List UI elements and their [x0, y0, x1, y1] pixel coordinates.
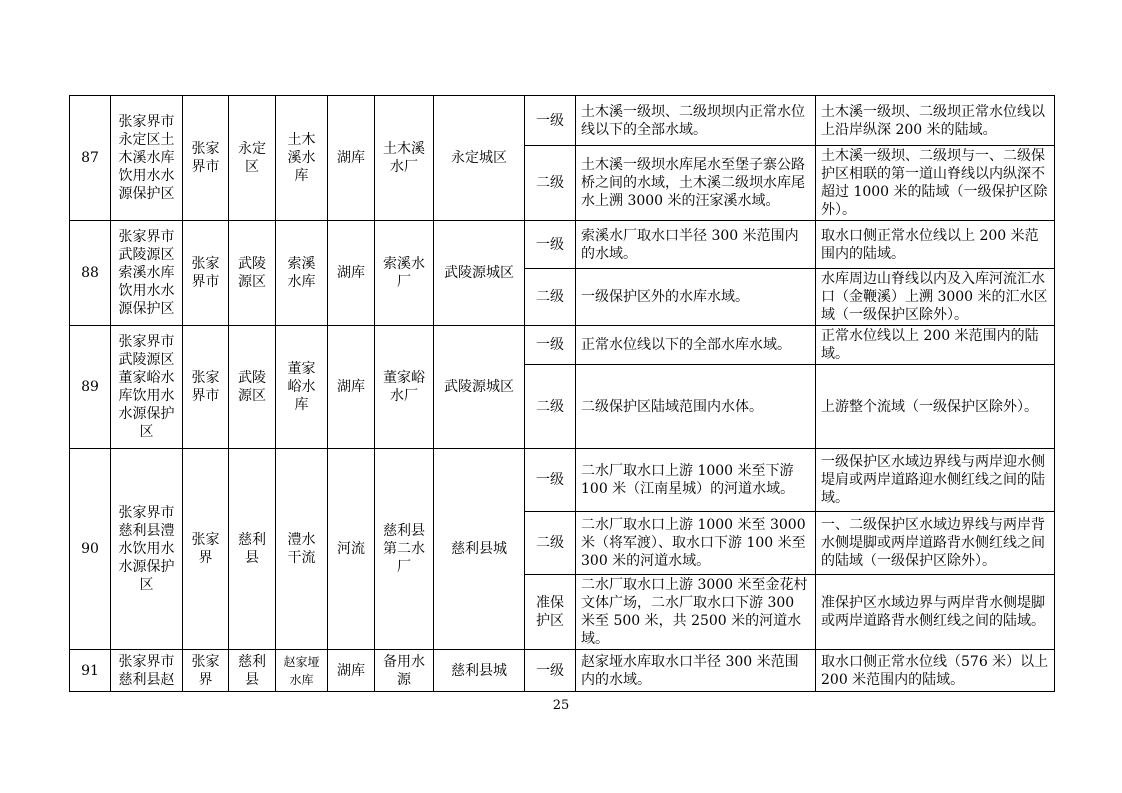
zone-level-cell: 二级	[525, 146, 576, 221]
water-range-cell: 二水厂取水口上游 1000 米至下游 100 米（江南星城）的河道水域。	[576, 449, 816, 512]
water-range-cell: 二水厂取水口上游 1000 米至 3000 米（将军渡）、取水口下游 100 米至 300 米的河道水域。	[576, 512, 816, 575]
county-cell: 武陵源区	[229, 221, 276, 326]
land-range-cell: 水库周边山脊线以内及入库河流汇水口（金鞭溪）上溯 3000 米的汇水区域（一级保护区除外）。	[816, 269, 1055, 326]
water-body-cell: 董家峪水库	[276, 326, 328, 449]
zone-name-cell: 张家界市武陵源区索溪水库饮用水水源保护区	[111, 221, 183, 326]
row-number-cell: 89	[70, 326, 111, 449]
zone-name-cell: 张家界市慈利县赵	[111, 650, 183, 692]
land-range-cell: 上游整个流域（一级保护区除外）。	[816, 365, 1055, 449]
zone-level-cell: 一级	[525, 650, 576, 692]
zone-level-cell: 一级	[525, 221, 576, 269]
city-cell: 张家界市	[183, 326, 229, 449]
zone-level-cell: 准保护区	[525, 575, 576, 650]
city-cell: 张家界	[183, 449, 229, 650]
zone-name-cell: 张家界市永定区土木溪水库饮用水水源保护区	[111, 96, 183, 221]
water-range-cell: 土木溪一级坝、二级坝坝内正常水位线以下的全部水域。	[576, 96, 816, 146]
water-range-cell: 正常水位线以下的全部水库水域。	[576, 326, 816, 365]
water-range-cell: 赵家垭水库取水口半径 300 米范围内的水域。	[576, 650, 816, 692]
table-row	[70, 650, 1055, 692]
row-number-cell: 87	[70, 96, 111, 221]
land-range-cell: 一、二级保护区水域边界线与两岸背水侧堤脚或两岸道路背水侧红线之间的陆域（一级保护区除外）。	[816, 512, 1055, 575]
zone-name-cell: 张家界市慈利县澧水饮用水水源保护区	[111, 449, 183, 650]
water-range-cell: 索溪水厂取水口半径 300 米范围内的水域。	[576, 221, 816, 269]
table-row	[70, 96, 1055, 146]
water-type-cell: 湖库	[328, 650, 375, 692]
county-cell: 慈利县	[229, 449, 276, 650]
water-body-cell: 澧水干流	[276, 449, 328, 650]
county-cell: 永定区	[229, 96, 276, 221]
service-area-cell: 永定城区	[434, 96, 525, 221]
water-type-cell: 湖库	[328, 326, 375, 449]
land-range-cell: 正常水位线以上 200 米范围内的陆域。	[816, 326, 1055, 365]
row-number-cell: 91	[70, 650, 111, 692]
zone-level-cell: 二级	[525, 269, 576, 326]
water-range-cell: 一级保护区外的水库水域。	[576, 269, 816, 326]
service-area-cell: 武陵源城区	[434, 221, 525, 326]
water-body-cell: 赵家垭水库	[276, 650, 328, 692]
zone-name-cell: 张家界市武陵源区董家峪水库饮用水水源保护区	[111, 326, 183, 449]
intake-cell: 董家峪水厂	[375, 326, 434, 449]
city-cell: 张家界	[183, 650, 229, 692]
water-type-cell: 河流	[328, 449, 375, 650]
land-range-cell: 土木溪一级坝、二级坝与一、二级保护区相联的第一道山脊线以内纵深不超过 1000 米的陆域（一级保护区除外）。	[816, 146, 1055, 221]
zone-level-cell: 二级	[525, 365, 576, 449]
service-area-cell: 慈利县城	[434, 449, 525, 650]
county-cell: 慈利县	[229, 650, 276, 692]
land-range-cell: 取水口侧正常水位线以上 200 米范围内的陆域。	[816, 221, 1055, 269]
land-range-cell: 取水口侧正常水位线（576 米）以上 200 米范围内的陆域。	[816, 650, 1055, 692]
service-area-cell: 慈利县城	[434, 650, 525, 692]
row-number-cell: 90	[70, 449, 111, 650]
water-body-cell: 土木溪水库	[276, 96, 328, 221]
page-number: 25	[552, 698, 570, 713]
zone-level-cell: 一级	[525, 326, 576, 365]
zone-level-cell: 二级	[525, 512, 576, 575]
table-row	[70, 221, 1055, 269]
city-cell: 张家界市	[183, 96, 229, 221]
water-range-cell: 土木溪一级坝水库尾水至堡子寨公路桥之间的水域，土木溪二级坝水库尾水上溯 3000 米的汪家溪水域。	[576, 146, 816, 221]
table-row	[70, 449, 1055, 512]
land-range-cell: 土木溪一级坝、二级坝正常水位线以上沿岸纵深 200 米的陆域。	[816, 96, 1055, 146]
county-cell: 武陵源区	[229, 326, 276, 449]
land-range-cell: 一级保护区水域边界线与两岸迎水侧堤肩或两岸道路迎水侧红线之间的陆域。	[816, 449, 1055, 512]
service-area-cell: 武陵源城区	[434, 326, 525, 449]
intake-cell: 土木溪水厂	[375, 96, 434, 221]
water-range-cell: 二水厂取水口上游 3000 米至金花村文体广场，二水厂取水口下游 300 米至 500 米，共 2500 米的河道水域。	[576, 575, 816, 650]
intake-cell: 备用水源	[375, 650, 434, 692]
zone-level-cell: 一级	[525, 449, 576, 512]
intake-cell: 慈利县第二水厂	[375, 449, 434, 650]
table-row	[70, 326, 1055, 365]
protection-zone-table	[69, 95, 1055, 692]
zone-level-cell: 一级	[525, 96, 576, 146]
water-body-cell: 索溪水库	[276, 221, 328, 326]
land-range-cell: 准保护区水域边界与两岸背水侧堤脚或两岸道路背水侧红线之间的陆域。	[816, 575, 1055, 650]
water-type-cell: 湖库	[328, 96, 375, 221]
city-cell: 张家界市	[183, 221, 229, 326]
row-number-cell: 88	[70, 221, 111, 326]
intake-cell: 索溪水厂	[375, 221, 434, 326]
water-type-cell: 湖库	[328, 221, 375, 326]
water-range-cell: 二级保护区陆域范围内水体。	[576, 365, 816, 449]
